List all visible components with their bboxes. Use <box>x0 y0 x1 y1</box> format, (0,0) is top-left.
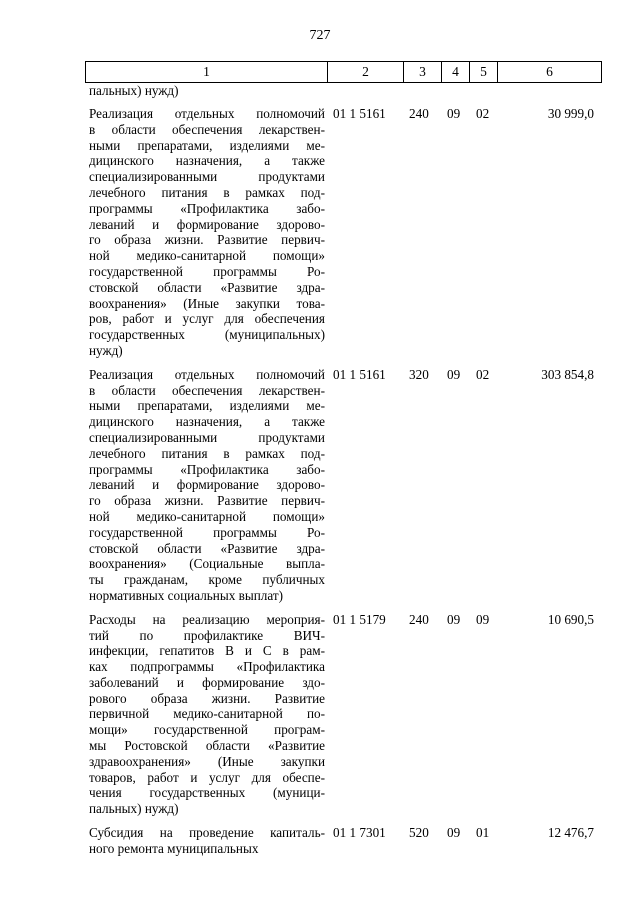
row-name-line: Субсидия на проведение капиталь- <box>89 825 325 841</box>
row-vr: 520 <box>409 825 429 841</box>
row-name-line: лечебного питания в рамках под- <box>89 184 325 200</box>
row-pr: 09 <box>476 611 490 627</box>
row-name-line: го образа жизни. Развитие первич- <box>89 232 325 248</box>
row-rz: 09 <box>447 825 461 841</box>
row-vr: 320 <box>409 366 429 382</box>
row-name-line: го образа жизни. Развитие первич- <box>89 493 325 509</box>
row-name-line: тий по профилактике ВИЧ- <box>89 627 325 643</box>
row-pr: 02 <box>476 106 490 121</box>
row-name-line: программы «Профилактика забо- <box>89 461 325 477</box>
table-row <box>85 367 601 604</box>
row-vr: 240 <box>409 106 429 121</box>
row-pr: 02 <box>476 366 490 382</box>
column-header-sum: 6 <box>498 62 602 83</box>
row-name-line: специализированными продуктами <box>89 429 325 445</box>
row-sum: 303 854,8 <box>541 366 594 382</box>
row-sum: 30 999,0 <box>547 106 594 121</box>
row-name-line: специализированными продуктами <box>89 169 325 185</box>
column-header-row <box>85 61 602 83</box>
row-name-line: в области обеспечения лекарствен- <box>89 382 325 398</box>
row-name-line: пальных) нужд) <box>89 801 179 817</box>
row-name-line: Реализация отдельных полномочий <box>89 106 325 121</box>
column-header-code: 2 <box>328 62 404 83</box>
row-sum: 10 690,5 <box>547 611 594 627</box>
row-name-line: мы Ростовской области «Развитие <box>89 738 325 754</box>
row-name-line: стовской области «Развитие здра- <box>89 540 325 556</box>
table-row <box>85 106 601 359</box>
row-name-line: леваний и формирование здорово- <box>89 216 325 232</box>
row-name-line: в области обеспечения лекарствен- <box>89 121 325 137</box>
row-name-line: ной медико-санитарной помощи» <box>89 508 325 524</box>
row-name-line: ного ремонта муниципальных <box>89 840 259 856</box>
row-name <box>89 825 325 857</box>
row-name-line: леваний и формирование здорово- <box>89 477 325 493</box>
rows-container <box>85 106 601 857</box>
row-name-line: инфекции, гепатитов В и С в рам- <box>89 643 325 659</box>
row-name-line: стовской области «Развитие здра- <box>89 279 325 295</box>
column-header-pr: 5 <box>470 62 498 83</box>
row-name-line: нормативных социальных выплат) <box>89 587 283 603</box>
row-rz: 09 <box>447 611 461 627</box>
row-name-line: воохранения» (Иные закупки това- <box>89 295 325 311</box>
row-name-line: мощи» государственной програм- <box>89 722 325 738</box>
row-code: 01 1 5179 <box>333 611 386 627</box>
row-name-line: дицинского назначения, а также <box>89 414 325 430</box>
row-name-line: государственной программы Ро- <box>89 524 325 540</box>
row-vr: 240 <box>409 611 429 627</box>
row-name-line: государственных (муниципальных) <box>89 327 325 343</box>
row-name-line: первичной медико-санитарной по- <box>89 706 325 722</box>
row-name <box>89 612 325 817</box>
table-body <box>85 83 601 857</box>
row-name-line: ров, работ и услуг для обеспечения <box>89 311 325 327</box>
row-name-line: ной медико-санитарной помощи» <box>89 248 325 264</box>
row-name-line: программы «Профилактика забо- <box>89 200 325 216</box>
table-row <box>85 612 601 817</box>
row-code: 01 1 5161 <box>333 366 386 382</box>
row-name-line: ными препаратами, изделиями ме- <box>89 398 325 414</box>
row-code: 01 1 7301 <box>333 825 386 841</box>
row-pr: 01 <box>476 825 490 841</box>
continuation-text: пальных) нужд) <box>89 83 179 98</box>
row-name-line: ными препаратами, изделиями ме- <box>89 137 325 153</box>
row-name-line: ты гражданам, кроме публичных <box>89 572 325 588</box>
row-rz: 09 <box>447 106 461 121</box>
continuation-row <box>85 83 601 99</box>
row-sum: 12 476,7 <box>547 825 594 841</box>
row-name-line: Расходы на реализацию мероприя- <box>89 611 325 627</box>
row-name-line: лечебного питания в рамках под- <box>89 445 325 461</box>
column-header-vr: 3 <box>404 62 442 83</box>
row-name-line: дицинского назначения, а также <box>89 153 325 169</box>
row-name-line: товаров, работ и услуг для обеспе- <box>89 769 325 785</box>
row-rz: 09 <box>447 366 461 382</box>
column-header-name: 1 <box>86 62 328 83</box>
row-name-line: ках подпрограммы «Профилактика <box>89 659 325 675</box>
row-name <box>89 106 325 359</box>
row-name-line: Реализация отдельных полномочий <box>89 366 325 382</box>
page-number: 727 <box>309 28 331 43</box>
row-name-line: чения государственных (муници- <box>89 785 325 801</box>
row-code: 01 1 5161 <box>333 106 386 121</box>
row-name-line: здравоохранения» (Иные закупки <box>89 753 325 769</box>
row-name-line: заболеваний и формирование здо- <box>89 674 325 690</box>
row-name-line: рового образа жизни. Развитие <box>89 690 325 706</box>
table-row <box>85 825 601 857</box>
row-name-line: государственной программы Ро- <box>89 263 325 279</box>
column-header-rz: 4 <box>442 62 470 83</box>
row-name-line: воохранения» (Социальные выпла- <box>89 556 325 572</box>
row-name-line: нужд) <box>89 342 123 358</box>
row-name <box>89 367 325 604</box>
